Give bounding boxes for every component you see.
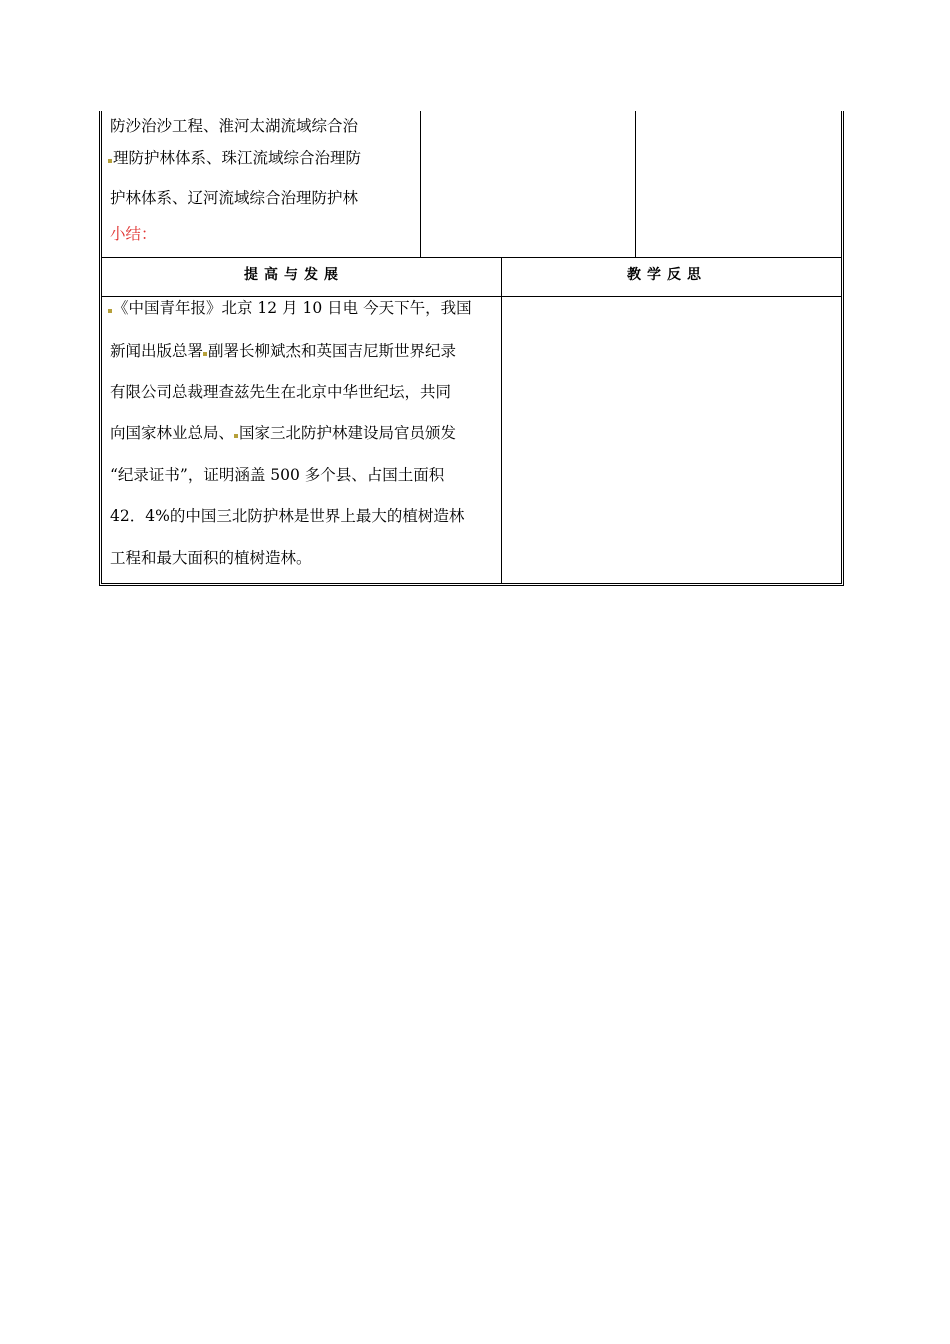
- top-divider-1: [420, 111, 421, 257]
- para-line-3: 有限公司总裁理查兹先生在北京中华世纪坛，共同: [110, 383, 452, 401]
- marker-icon: [234, 434, 238, 438]
- para-line-6: 42．4%的中国三北防护林是世界上最大的植树造林: [110, 507, 465, 525]
- marker-icon: [203, 352, 207, 356]
- top-divider-2: [635, 111, 636, 257]
- header-improvement: 提高与发展: [244, 267, 344, 283]
- para-line-2: 新闻出版总署 副署长柳斌杰和英国吉尼斯世界纪录: [110, 342, 457, 360]
- row-separator-header: [102, 296, 841, 297]
- marker-icon: [108, 309, 112, 313]
- marker-icon: [108, 159, 112, 163]
- header-reflection: 教学反思: [627, 267, 707, 283]
- summary-label: 小结：: [110, 225, 157, 243]
- row-separator-top: [102, 257, 841, 258]
- para-line-5: “纪录证书”，证明涵盖 500 多个县、占国土面积: [110, 466, 445, 484]
- top-line-2: 理防护林体系、珠江流域综合治理防: [108, 148, 361, 168]
- para-line-4: 向国家林业总局、 国家三北防护林建设局官员颁发: [110, 424, 457, 442]
- top-line-1: 防沙治沙工程、淮河太湖流域综合治: [110, 117, 359, 135]
- bottom-divider: [501, 257, 502, 583]
- para-line-1: 《中国青年报》北京 12 月 10 日电 今天下午，我国: [108, 298, 472, 318]
- para-line-7: 工程和最大面积的植树造林。: [110, 549, 312, 567]
- top-line-3: 护林体系、辽河流域综合治理防护林: [110, 189, 359, 207]
